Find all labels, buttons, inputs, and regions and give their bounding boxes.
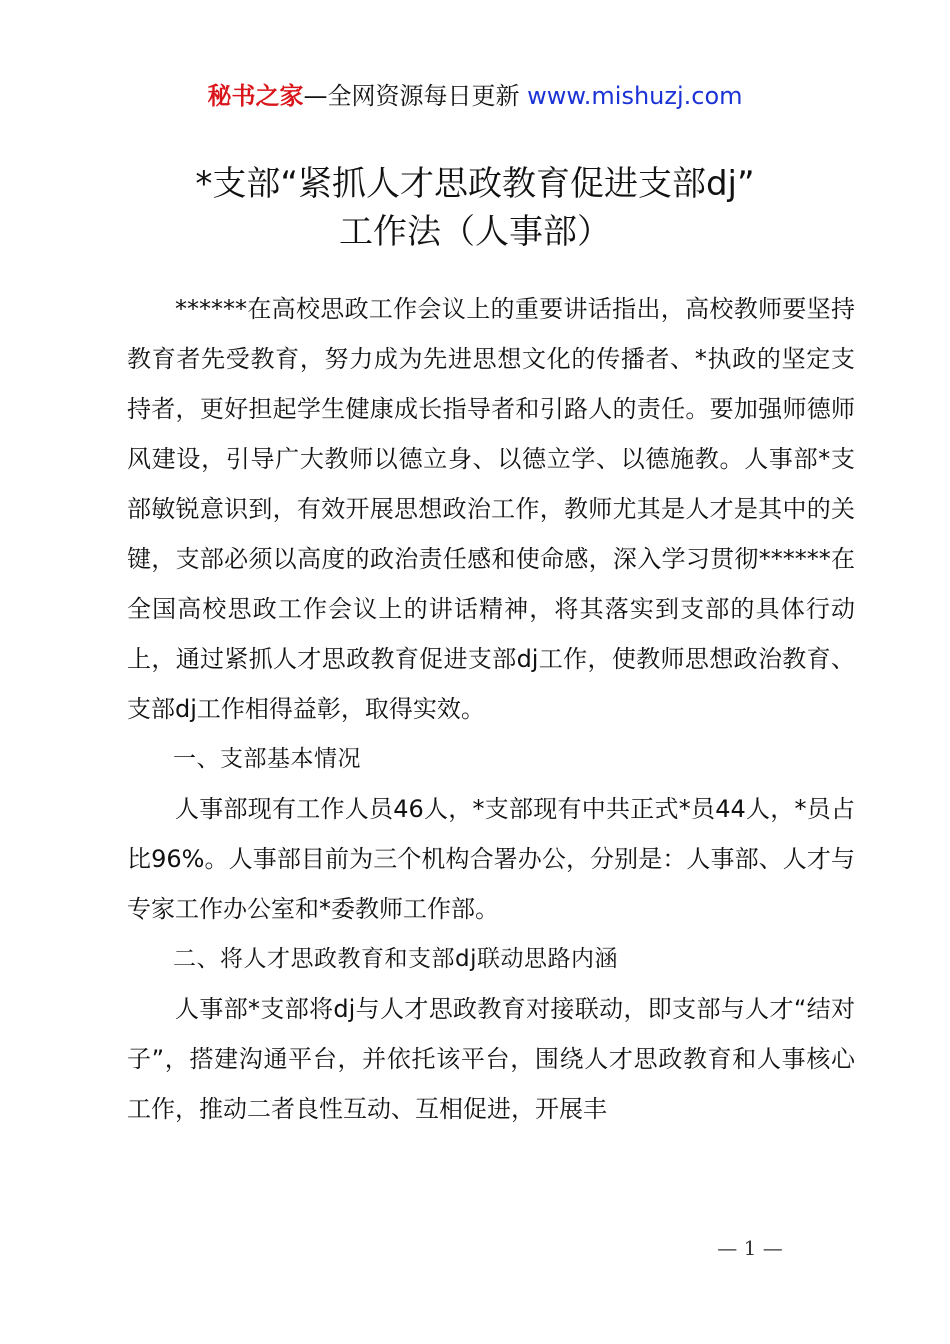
page-number: — 1 — xyxy=(717,1236,783,1260)
section-heading-2: 二、将人才思政教育和支部dj联动思路内涵 xyxy=(173,946,618,972)
document-body xyxy=(127,284,855,1134)
brand-name: 秘书之家 xyxy=(207,82,304,110)
site-banner xyxy=(0,80,950,112)
banner-slogan: —全网资源每日更新 xyxy=(303,82,520,110)
site-url-link[interactable]: www.mishuzj.com xyxy=(527,82,743,110)
title-line-1: *支部“紧抓人才思政教育促进支部dj” xyxy=(195,164,755,204)
section-heading-1: 一、支部基本情况 xyxy=(173,746,361,772)
section-1-paragraph: 人事部现有工作人员46人，*支部现有中共正式*员44人，*员占比96%。人事部目前为三个机构合署办公，分别是：人事部、人才与专家工作办公室和*委教师工作部。 xyxy=(127,795,855,923)
document-title xyxy=(120,160,830,256)
intro-paragraph: ******在高校思政工作会议上的重要讲话指出，高校教师要坚持教育者先受教育，努力成为先进思想文化的传播者、*执政的坚定支持者，更好担起学生健康成长指导者和引路人的责任。要加强师德师风建设，引导广大教师以德立身、以德立学、以德施教。人事部*支部敏锐意识到，有效开展思想政治工作，教师尤其是人才是其中的关键，支部必须以高度的政治责任感和使命感，深入学习贯彻******在全国高校思政工作会议上的讲话精神，将其落实到支部的具体行动上，通过紧抓人才思政教育促进支部dj工作，使教师思想政治教育、支部dj工作相得益彰，取得实效。 xyxy=(127,295,855,723)
title-line-2: 工作法（人事部） xyxy=(339,212,611,252)
section-2-paragraph: 人事部*支部将dj与人才思政教育对接联动，即支部与人才“结对子”，搭建沟通平台，并依托该平台，围绕人才思政教育和人事核心工作，推动二者良性互动、互相促进，开展丰 xyxy=(127,995,855,1123)
